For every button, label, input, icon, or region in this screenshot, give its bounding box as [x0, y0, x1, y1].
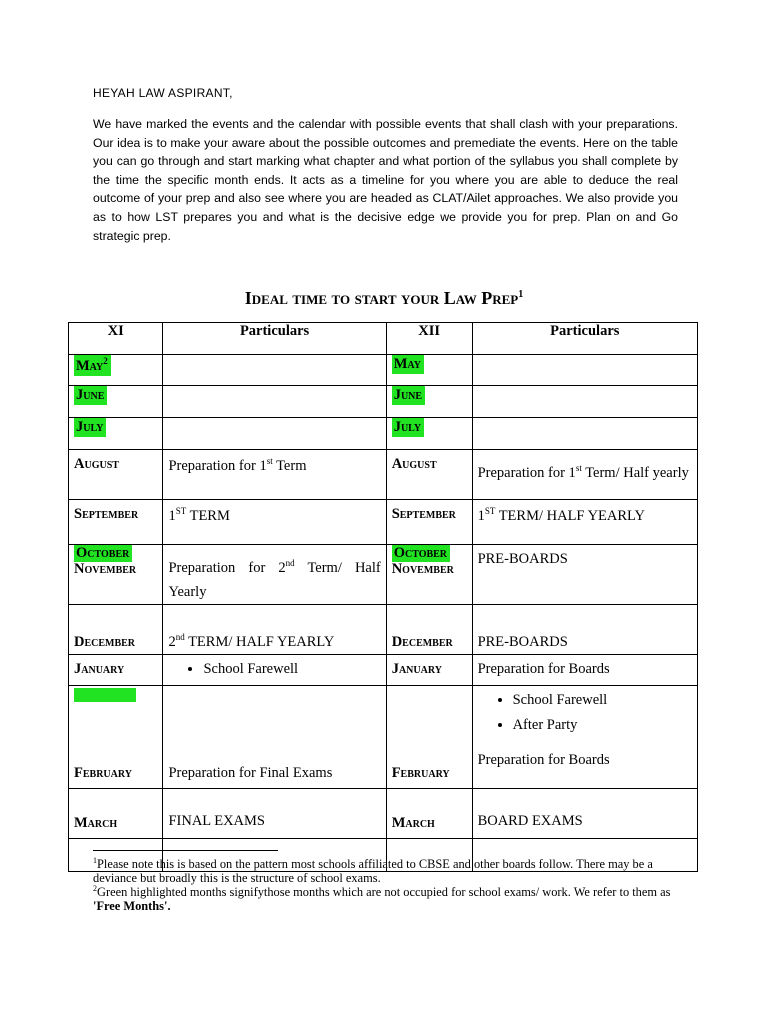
footnote-ref-2: 2: [103, 356, 108, 366]
xi-january-particulars: [163, 654, 386, 685]
month-june-xii: June: [386, 386, 472, 418]
schedule-table: [68, 322, 698, 872]
month-january-xi: January: [69, 654, 163, 685]
greeting: HEYAH LAW ASPIRANT,: [93, 86, 233, 100]
header-particulars-xii: Particulars: [472, 323, 697, 355]
month-march-xi: March: [69, 788, 163, 838]
footnote-1: $^1$Please note this is based on the pattern most schools affiliated to CBSE and other boards follow. There may be a deviance but broadly this is the structure of school exams.: [93, 856, 653, 886]
month-may-xii: May: [386, 355, 472, 386]
month-october-november-xii: [386, 545, 472, 605]
footnote-2: $^2$Green highlighted months signifythose months which are not occupied for school exams/ work. We refer to them as 'Free Months'.: [93, 884, 671, 914]
month-december-xii: December: [386, 604, 472, 654]
xii-september-particulars: 1ST TERM/ HALF YEARLY: [472, 500, 697, 545]
month-november-xi: November: [74, 561, 137, 577]
month-october-xii: October: [392, 545, 450, 562]
month-october-november-xi: [69, 545, 163, 605]
month-june-xi: June: [69, 386, 163, 418]
cell-empty: [472, 355, 697, 386]
month-december-xi: December: [69, 604, 163, 654]
month-august-xii: August: [386, 450, 472, 500]
cell-empty: [472, 386, 697, 418]
month-may-xi: May$^2$: [69, 355, 163, 386]
table-row: [69, 545, 698, 605]
xi-february-particulars: Preparation for Final Exams: [163, 685, 386, 788]
footnote-divider: [93, 850, 278, 851]
header-xi: XI: [69, 323, 163, 355]
list-item: • After Party: [513, 713, 692, 738]
table-header-row: [69, 323, 698, 355]
month-november-xii: November: [391, 561, 454, 577]
month-september-xi: September: [69, 500, 163, 545]
xi-december-particulars: 2nd TERM/ HALF YEARLY: [163, 604, 386, 654]
table-row: [69, 450, 698, 500]
cell-empty: [163, 418, 386, 450]
header-xii: XII: [386, 323, 472, 355]
month-february-xi: February: [69, 685, 163, 788]
xi-november-particulars: Preparation for 2nd Term/ Half Yearly: [163, 545, 386, 605]
month-july-xii: July: [386, 418, 472, 450]
table-row: [69, 500, 698, 545]
footnote-ref-1: 1: [518, 289, 524, 300]
page-title: Ideal time to start your Law Prep$^1$: [244, 288, 524, 308]
xi-september-particulars: 1ST TERM: [163, 500, 386, 545]
month-july-xi: July: [69, 418, 163, 450]
table-row: [69, 418, 698, 450]
header-particulars-xi: Particulars: [163, 323, 386, 355]
list-item: • School Farewell: [203, 657, 380, 682]
xii-december-particulars: PRE-BOARDS: [472, 604, 697, 654]
cell-empty: [163, 355, 386, 386]
green-highlight: [74, 688, 136, 702]
table-row: [69, 604, 698, 654]
xii-august-particulars: Preparation for 1st Term/ Half yearly: [472, 450, 697, 500]
table-row: [69, 355, 698, 386]
month-september-xii: September: [386, 500, 472, 545]
xii-january-particulars: Preparation for Boards: [472, 654, 697, 685]
month-january-xii: January: [386, 654, 472, 685]
month-march-xii: March: [386, 788, 472, 838]
list-item: • School Farewell: [513, 688, 692, 713]
intro-paragraph: We have marked the events and the calendar with possible events that shall clash with your preparations. Our idea is to make your aware about the possible outcomes and premediate the events. Here on the table you can go through and start marking what chapter and what portion of the syllabus you shall complete by the time the specific month ends. It acts as a timeline for you where you are able to deduce the real outcome of your prep and also see where you are headed as CLAT/Ailet approaches. We also provide you as to how LST prepares you and what is the decisive edge we provide you for prep. Plan on and Go strategic prep.: [93, 117, 678, 243]
xii-november-particulars: PRE-BOARDS: [472, 545, 697, 605]
month-february-xii: February: [386, 685, 472, 788]
month-august-xi: August: [69, 450, 163, 500]
xi-march-particulars: FINAL EXAMS: [163, 788, 386, 838]
table-row: [69, 788, 698, 838]
table-row: [69, 386, 698, 418]
xii-march-particulars: BOARD EXAMS: [472, 788, 697, 838]
table-row: [69, 685, 698, 788]
xii-february-particulars: • School Farewell • After Party Preparation for Boards: [472, 685, 697, 788]
table-row: [69, 654, 698, 685]
cell-empty: [472, 418, 697, 450]
cell-empty: [163, 386, 386, 418]
month-october-xi: October: [74, 545, 132, 562]
xi-august-particulars: Preparation for 1st Term: [163, 450, 386, 500]
